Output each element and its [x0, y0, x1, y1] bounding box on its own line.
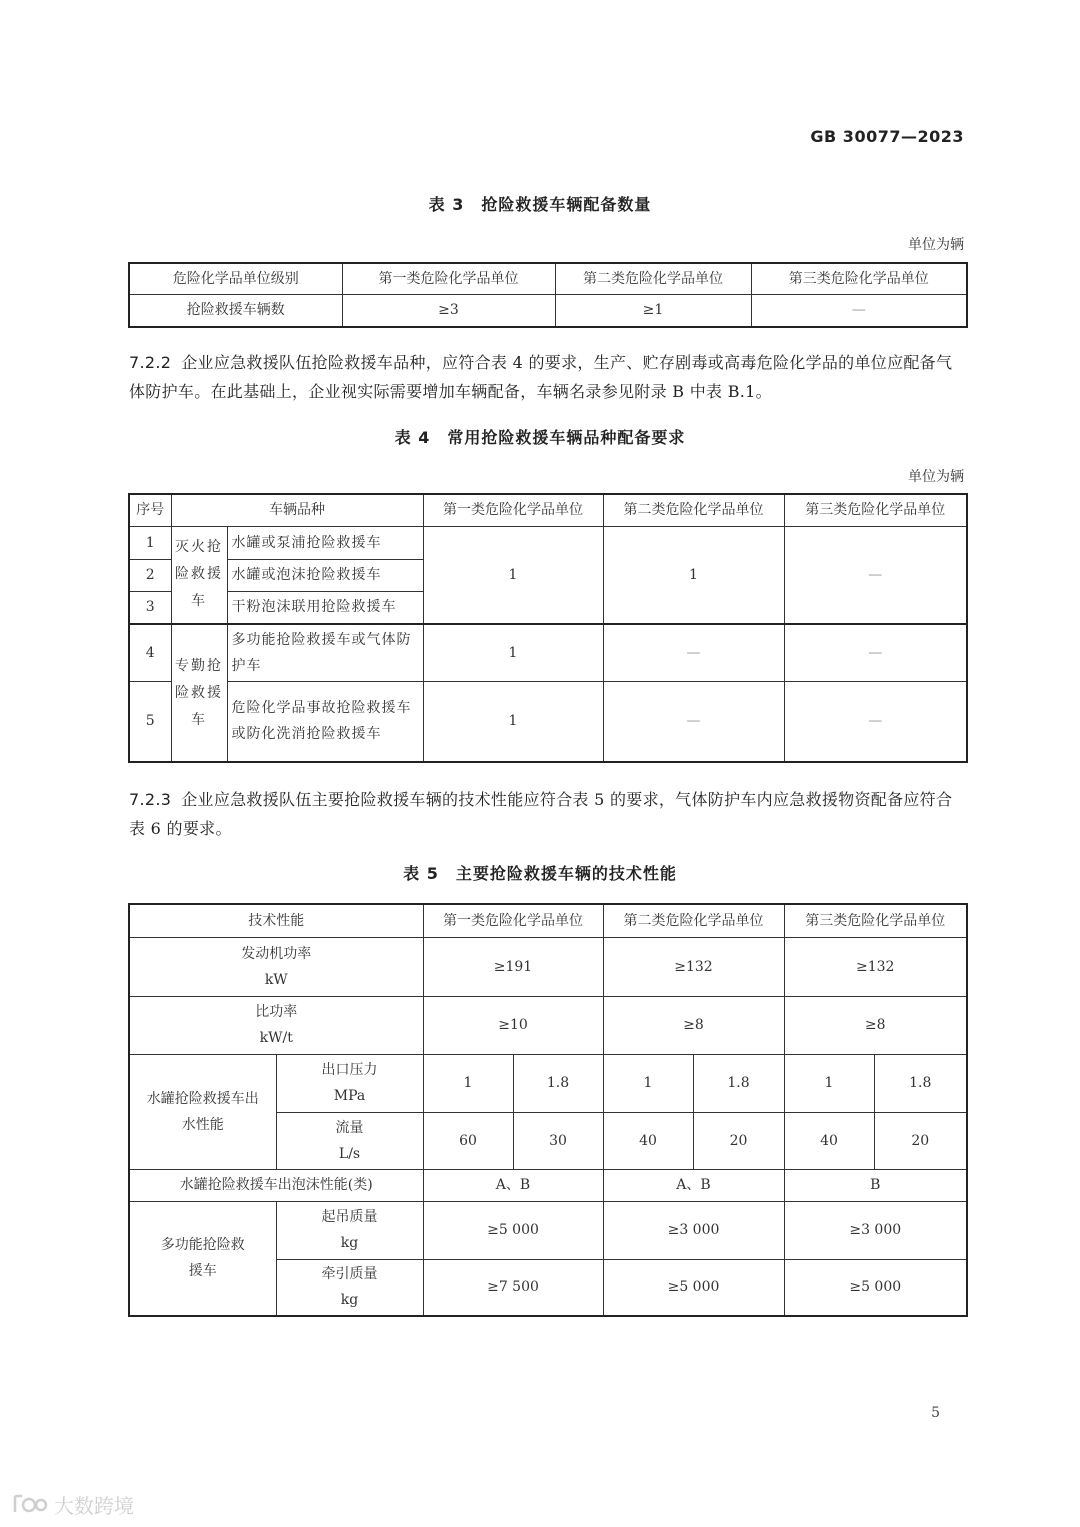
table5-value: 20 — [874, 1112, 967, 1169]
table-row — [129, 937, 967, 996]
row-number: 1 — [129, 526, 171, 559]
vehicle-name: 危险化学品事故抢险救援车或防化洗消抢险救援车 — [227, 681, 423, 762]
table-row — [129, 294, 967, 327]
lift-mass-label — [276, 1201, 423, 1259]
table5-value: A、B — [603, 1169, 784, 1201]
table3 — [128, 262, 968, 328]
row-number: 2 — [129, 559, 171, 591]
vehicle-group-name: 灭火抢险救援车 — [171, 526, 227, 624]
table5-header-cell: 技术性能 — [129, 904, 423, 937]
table3-cell: 抢险救援车辆数 — [129, 294, 342, 327]
specific-power-label — [129, 996, 423, 1054]
table5-value: ≥5 000 — [423, 1201, 603, 1259]
page-number: 5 — [931, 1405, 940, 1421]
vehicle-name: 干粉泡沫联用抢险救援车 — [227, 591, 423, 624]
table3-header-cell: 第二类危险化学品单位 — [555, 263, 751, 294]
table5-value: 20 — [693, 1112, 784, 1169]
table5-value: ≥191 — [423, 937, 603, 996]
row-number: 3 — [129, 591, 171, 624]
table4-value: 1 — [423, 526, 603, 624]
table5-value: 40 — [603, 1112, 693, 1169]
table5-value: ≥3 000 — [784, 1201, 967, 1259]
standard-code: GB 30077—2023 — [810, 127, 964, 146]
table5-value: ≥5 000 — [603, 1259, 784, 1316]
table5-value: ≥3 000 — [603, 1201, 784, 1259]
table4-value: 1 — [423, 681, 603, 762]
table3-cell: ≥1 — [555, 294, 751, 327]
engine-power-label — [129, 937, 423, 996]
section-number: 7.2.3 — [129, 790, 172, 809]
table3-caption: 表 3 抢险救援车辆配备数量 — [428, 195, 652, 214]
table4-header-cell: 第二类危险化学品单位 — [603, 494, 784, 526]
table4-header-row — [129, 494, 967, 526]
table-row — [129, 1201, 967, 1259]
table5-value: ≥7 500 — [423, 1259, 603, 1316]
water-performance-group: 水罐抢险救援车出水性能 — [129, 1054, 276, 1169]
table5-value: ≥8 — [603, 996, 784, 1054]
table4-unit: 单位为辆 — [908, 469, 964, 485]
table3-header-cell: 第三类危险化学品单位 — [751, 263, 967, 294]
param-unit: kg — [340, 1235, 359, 1251]
table4-value: — — [603, 624, 784, 681]
table4-header-cell: 第三类危险化学品单位 — [784, 494, 967, 526]
table4-header-cell: 第一类危险化学品单位 — [423, 494, 603, 526]
table5-value: 1.8 — [513, 1054, 603, 1112]
table4-value: — — [784, 624, 967, 681]
table5-value: A、B — [423, 1169, 603, 1201]
watermark-logo-icon — [12, 1494, 48, 1516]
param-unit: kW — [264, 971, 288, 988]
row-number: 5 — [129, 681, 171, 762]
vehicle-name: 水罐或泡沫抢险救援车 — [227, 559, 423, 591]
table5-value: 1 — [423, 1054, 513, 1112]
table4-value: 1 — [603, 526, 784, 624]
param-label: 起吊质量 — [321, 1209, 378, 1225]
table5-value: ≥132 — [784, 937, 967, 996]
paragraph-7-2-3 — [129, 785, 966, 843]
table4-value: — — [603, 681, 784, 762]
table4-value: — — [784, 526, 967, 624]
table5-value: ≥5 000 — [784, 1259, 967, 1316]
param-label: 出口压力 — [321, 1062, 378, 1078]
flow-label — [276, 1112, 423, 1169]
section-number: 7.2.2 — [129, 353, 172, 372]
table4 — [128, 493, 968, 763]
multi-function-group: 多功能抢险救援车 — [129, 1201, 276, 1316]
vehicle-name: 多功能抢险救援车或气体防护车 — [227, 624, 423, 681]
table-row — [129, 996, 967, 1054]
table-row — [129, 1054, 967, 1112]
param-unit: kW/t — [259, 1030, 293, 1046]
param-unit: L/s — [338, 1145, 361, 1162]
row-number: 4 — [129, 624, 171, 681]
table3-cell: ≥3 — [342, 294, 555, 327]
table5-value: 1.8 — [693, 1054, 784, 1112]
table5-value: ≥8 — [784, 996, 967, 1054]
table-row — [129, 526, 967, 559]
table5-value: ≥10 — [423, 996, 603, 1054]
param-label: 比功率 — [255, 1004, 298, 1020]
table5-value: 1 — [784, 1054, 874, 1112]
param-label: 牵引质量 — [321, 1266, 378, 1283]
table5-value: B — [784, 1169, 967, 1201]
param-label: 流量 — [335, 1119, 364, 1136]
table5 — [128, 903, 968, 1317]
foam-performance-label: 水罐抢险救援车出泡沫性能(类) — [129, 1169, 423, 1201]
table-row — [129, 1169, 967, 1201]
table5-header-cell: 第二类危险化学品单位 — [603, 904, 784, 937]
table-row — [129, 624, 967, 681]
param-unit: MPa — [333, 1088, 366, 1104]
table4-header-cell: 序号 — [129, 494, 171, 526]
table5-value: ≥132 — [603, 937, 784, 996]
paragraph-text: 企业应急救援队伍主要抢险救援车辆的技术性能应符合表 5 的要求，气体防护车内应急救援物资配备应符合表 6 的要求。 — [129, 790, 953, 838]
paragraph-text: 企业应急救援队伍抢险救援车品种，应符合表 4 的要求，生产、贮存剧毒或高毒危险化学品的单位应配备气体防护车。在此基础上，企业视实际需要增加车辆配备，车辆名录参见附录 B 中表 B.1。 — [129, 353, 953, 401]
table4-header-cell: 车辆品种 — [171, 494, 423, 526]
vehicle-name: 水罐或泵浦抢险救援车 — [227, 526, 423, 559]
table5-value: 30 — [513, 1112, 603, 1169]
param-unit: kg — [340, 1292, 359, 1309]
table5-value: 60 — [423, 1112, 513, 1169]
table5-header-cell: 第三类危险化学品单位 — [784, 904, 967, 937]
table3-unit: 单位为辆 — [908, 237, 964, 253]
pressure-label — [276, 1054, 423, 1112]
table5-header-cell: 第一类危险化学品单位 — [423, 904, 603, 937]
watermark — [12, 1490, 134, 1519]
table5-value: 1.8 — [874, 1054, 967, 1112]
table3-cell: — — [751, 294, 967, 327]
table4-value: — — [784, 681, 967, 762]
table5-caption: 表 5 主要抢险救援车辆的技术性能 — [403, 864, 677, 883]
table5-value: 1 — [603, 1054, 693, 1112]
table5-value: 40 — [784, 1112, 874, 1169]
table-row — [129, 681, 967, 762]
table3-header-row — [129, 263, 967, 294]
param-label: 发动机功率 — [241, 945, 312, 962]
table3-header-cell: 第一类危险化学品单位 — [342, 263, 555, 294]
paragraph-7-2-2 — [129, 348, 966, 406]
table4-value: 1 — [423, 624, 603, 681]
tow-mass-label — [276, 1259, 423, 1316]
table4-caption: 表 4 常用抢险救援车辆品种配备要求 — [394, 428, 686, 447]
watermark-text: 大数跨境 — [54, 1494, 134, 1518]
table5-header-row — [129, 904, 967, 937]
table3-header-cell: 危险化学品单位级别 — [129, 263, 342, 294]
vehicle-group-name: 专勤抢险救援车 — [171, 624, 227, 762]
